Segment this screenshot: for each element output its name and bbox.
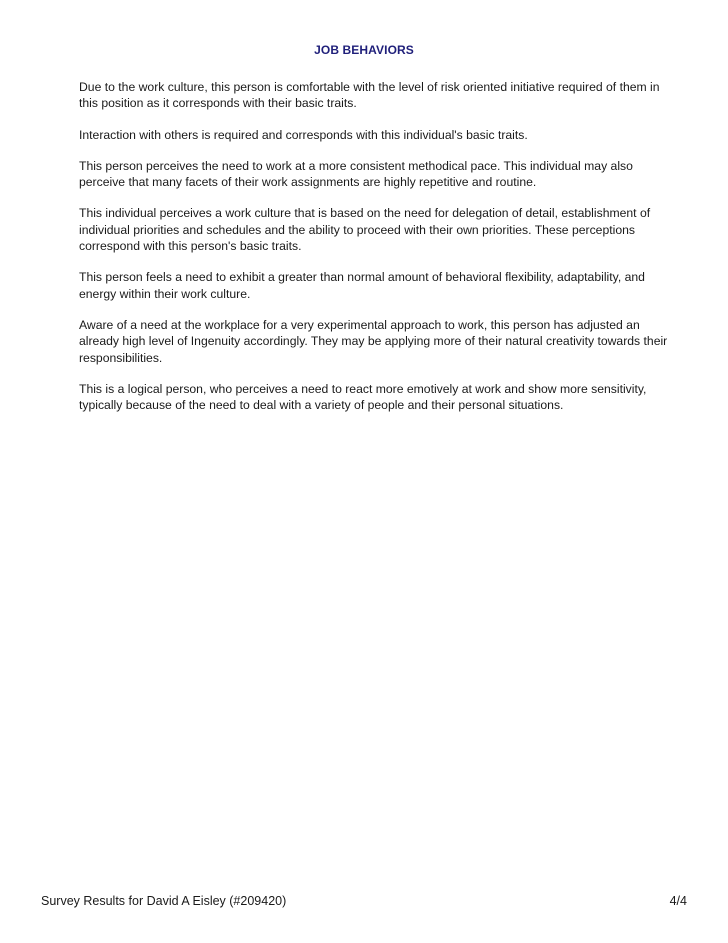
paragraph-risk-initiative: Due to the work culture, this person is comfortable with the level of risk oriented initiative required of them in this position as it corresponds with their basic traits.	[79, 80, 660, 111]
paragraph-interaction: Interaction with others is required and corresponds with this individual's basic traits.	[79, 127, 528, 142]
section-title: JOB BEHAVIORS	[314, 43, 414, 57]
paragraph-list	[79, 79, 669, 428]
paragraph-delegation: This individual perceives a work culture that is based on the need for delegation of detail, establishment of individual priorities and schedules and the ability to proceed with their own priorities. These perceptions correspond with this person's basic traits.	[79, 206, 651, 254]
paragraph-methodical-pace: This person perceives the need to work at a more consistent methodical pace. This individual may also perceive that many facets of their work assignments are highly repetitive and routine.	[79, 158, 633, 190]
paragraph-flexibility: This person feels a need to exhibit a greater than normal amount of behavioral flexibility, adaptability, and energy within their work culture.	[79, 270, 645, 301]
footer-survey-label: Survey Results for David A Eisley (#209420)	[41, 894, 287, 908]
paragraph-logical-person: This is a logical person, who perceives a need to react more emotively at work and show more sensitivity, typically because of the need to deal with a variety of people and their personal situations.	[79, 381, 647, 413]
footer-page-number: 4/4	[669, 894, 687, 908]
paragraph-ingenuity: Aware of a need at the workplace for a very experimental approach to work, this person has adjusted an already high level of Ingenuity accordingly. They may be applying more of their natural creativity towards their responsibilities.	[79, 317, 668, 365]
